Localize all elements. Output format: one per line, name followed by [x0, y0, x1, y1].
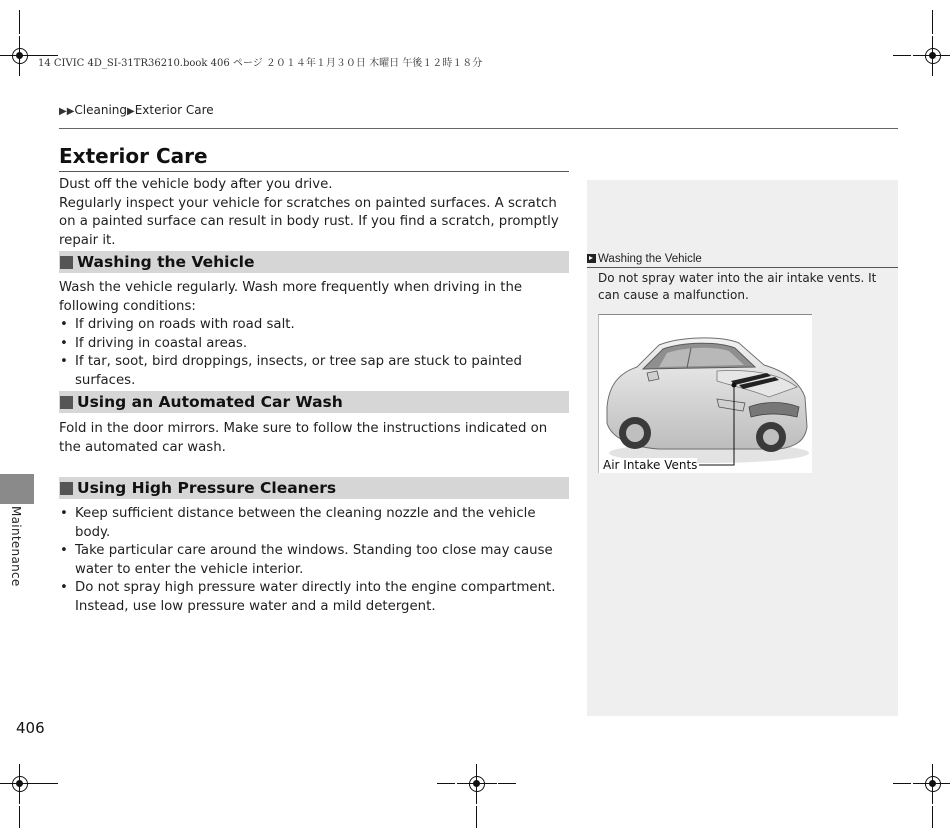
intro-line-2: Regularly inspect your vehicle for scratches on painted surfaces. A scratch on a painted surface can result in body rust. If you find a scratch, promptly repair it.	[59, 195, 559, 248]
section-body-high-pressure	[59, 505, 569, 616]
list-item: • If driving on roads with road salt.	[59, 316, 559, 335]
registration-mark-bottom-left	[0, 764, 40, 804]
sidebar-heading-label: Washing the Vehicle	[598, 252, 702, 265]
breadcrumb	[59, 103, 214, 117]
breadcrumb-arrow-icon: ▶▶	[59, 106, 75, 117]
section-square-icon	[60, 256, 73, 269]
crop-line	[893, 783, 911, 784]
registration-mark-bottom-center	[457, 764, 497, 804]
bullet-list	[59, 505, 569, 616]
section-text: Fold in the door mirrors. Make sure to follow the instructions indicated on the automated car wash.	[59, 421, 548, 455]
sidebar-heading[interactable]	[587, 250, 898, 268]
crop-line	[498, 783, 516, 784]
section-body-automated-car-wash	[59, 420, 549, 457]
registration-mark-bottom-right	[913, 764, 950, 804]
section-heading-label: Using an Automated Car Wash	[77, 393, 343, 411]
header-rule	[59, 128, 898, 129]
section-heading-label: Using High Pressure Cleaners	[77, 479, 337, 497]
breadcrumb-item-cleaning[interactable]: Cleaning	[74, 103, 128, 117]
crop-line	[476, 806, 477, 828]
list-item: • If tar, soot, bird droppings, insects, or tree sap are stuck to painted surfaces.	[59, 353, 559, 390]
registration-mark-top-left	[0, 36, 40, 76]
page-number: 406	[16, 719, 45, 737]
crop-line	[932, 10, 933, 34]
section-heading-label: Washing the Vehicle	[77, 253, 255, 271]
crop-line	[19, 806, 20, 828]
section-text: Wash the vehicle regularly. Wash more frequently when driving in the following conditions:	[59, 280, 523, 314]
intro-block	[59, 176, 559, 250]
crop-line	[893, 55, 911, 56]
breadcrumb-item-exterior-care[interactable]: Exterior Care	[134, 103, 214, 117]
crop-line	[19, 10, 20, 34]
car-illustration	[598, 314, 812, 473]
section-square-icon	[60, 482, 73, 495]
list-item: • If driving in coastal areas.	[59, 335, 559, 354]
list-item: • Do not spray high pressure water directly into the engine compartment. Instead, use low pressure water and a mild detergent.	[59, 579, 569, 616]
list-item: • Keep sufficient distance between the cleaning nozzle and the vehicle body.	[59, 505, 569, 542]
title-rule	[59, 171, 569, 172]
page-title: Exterior Care	[59, 144, 208, 168]
crop-line	[437, 783, 455, 784]
breadcrumb-arrow-icon: ▶	[127, 106, 135, 117]
figure-label-air-intake-vents: Air Intake Vents	[603, 458, 698, 472]
print-file-info: 14 CIVIC 4D_SI-31TR36210.book 406 ページ ２０１４年１月３０日 木曜日 午後１２時１８分	[38, 58, 483, 69]
reference-arrow-icon	[587, 254, 596, 263]
side-tab-marker[interactable]	[0, 474, 34, 504]
section-heading-automated-car-wash	[59, 391, 569, 413]
sidebar-note: Do not spray water into the air intake vents. It can cause a malfunction.	[598, 271, 877, 302]
registration-mark-top-right	[913, 36, 950, 76]
bullet-list	[59, 316, 559, 390]
intro-line-1: Dust off the vehicle body after you drive.	[59, 177, 333, 192]
crop-line	[932, 806, 933, 828]
section-heading-washing	[59, 251, 569, 273]
section-heading-high-pressure	[59, 477, 569, 499]
section-square-icon	[60, 396, 73, 409]
car-illustration-icon	[599, 315, 812, 473]
crop-line	[40, 783, 58, 784]
section-body-washing	[59, 279, 559, 390]
list-item: • Take particular care around the windows. Standing too close may cause water to enter the vehicle interior.	[59, 542, 569, 579]
side-tab-label: Maintenance	[9, 506, 23, 587]
